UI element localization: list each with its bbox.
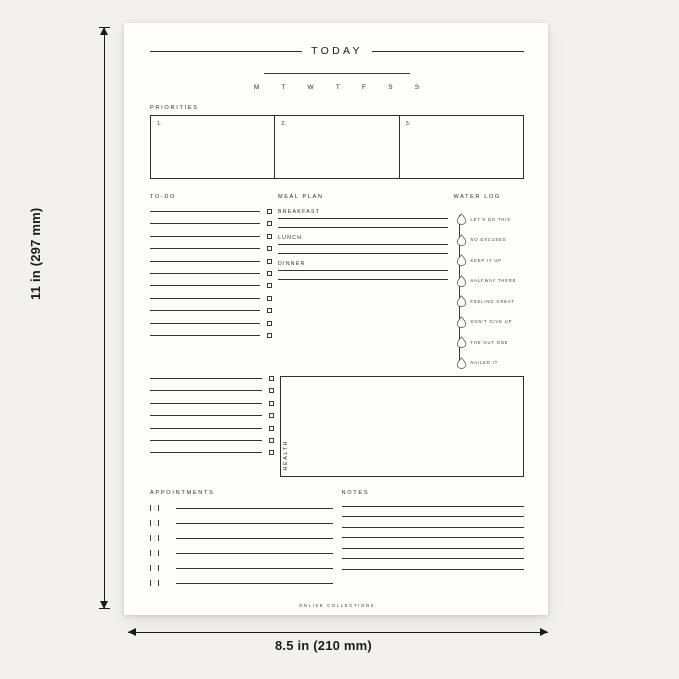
meal-label: BREAKFAST	[277, 209, 321, 215]
meal-write-line[interactable]	[278, 244, 448, 245]
todo-item[interactable]	[150, 296, 272, 301]
water-drop-icon[interactable]	[456, 234, 467, 246]
appointment-write-line[interactable]	[176, 538, 333, 539]
appointment-tick-right	[158, 580, 159, 586]
water-log-heading: WATER LOG	[453, 194, 501, 200]
water-log-caption: NO EXCUSES	[470, 237, 507, 243]
todo-item[interactable]	[150, 259, 272, 264]
meal-write-line[interactable]	[278, 253, 448, 254]
meal-write-line[interactable]	[278, 218, 448, 219]
weekday-tuesday[interactable]: T	[281, 84, 287, 91]
todo-item[interactable]	[150, 333, 272, 338]
meal-write-line[interactable]	[278, 279, 448, 280]
appointment-row[interactable]	[150, 550, 333, 556]
weekday-monday[interactable]: M	[253, 84, 261, 91]
height-cap-top	[99, 27, 110, 28]
water-drop-icon[interactable]	[456, 357, 467, 369]
todo-checkbox[interactable]	[269, 376, 274, 381]
todo-checkbox[interactable]	[267, 221, 272, 226]
appointment-row[interactable]	[150, 580, 333, 586]
middle-columns	[150, 194, 524, 373]
appointment-time-separator: :	[154, 580, 156, 586]
appointment-time-field[interactable]	[150, 535, 176, 541]
appointment-time-separator: :	[154, 565, 156, 571]
todo-write-line[interactable]	[150, 236, 260, 237]
todo-checkbox[interactable]	[267, 296, 272, 301]
water-log-caption: NAILED IT	[470, 360, 499, 366]
meal-write-line[interactable]	[278, 227, 448, 228]
notes-heading: NOTES	[341, 490, 370, 496]
planner-page	[124, 23, 548, 615]
todo-checkbox[interactable]	[267, 283, 272, 288]
appointment-time-field[interactable]	[150, 520, 176, 526]
todo-item[interactable]	[150, 234, 272, 239]
weekday-saturday[interactable]: S	[388, 84, 394, 91]
appointment-time-field[interactable]	[150, 550, 176, 556]
priorities-grid	[150, 116, 524, 179]
appointment-row[interactable]	[150, 565, 333, 571]
todo-write-line[interactable]	[150, 298, 260, 299]
todo-write-line[interactable]	[150, 323, 260, 324]
appointment-write-line[interactable]	[176, 523, 333, 524]
water-log-column	[454, 194, 525, 373]
appointment-tick-left	[150, 535, 151, 541]
todo-item[interactable]	[150, 209, 272, 214]
water-log-entry[interactable]	[456, 230, 525, 251]
todo-checkbox[interactable]	[267, 259, 272, 264]
height-dimension-arrow	[104, 27, 105, 609]
todo-checkbox[interactable]	[267, 234, 272, 239]
height-cap-bottom	[99, 608, 110, 609]
todo-checkbox[interactable]	[267, 271, 272, 276]
title-rule-left	[150, 51, 302, 52]
appointments-column	[150, 490, 333, 586]
todo-checkbox[interactable]	[267, 246, 272, 251]
todo-write-line[interactable]	[150, 440, 262, 441]
width-arrow-head-right	[540, 628, 548, 636]
todo-write-line[interactable]	[150, 310, 260, 311]
width-arrow-head-left	[128, 628, 136, 636]
todo-write-line[interactable]	[150, 248, 260, 249]
todo-column	[150, 194, 272, 373]
water-log-list	[454, 209, 525, 373]
meal-label: LUNCH	[277, 235, 303, 241]
todo-item[interactable]	[150, 401, 274, 406]
note-write-line[interactable]	[342, 506, 525, 507]
appointment-time-separator: :	[154, 535, 156, 541]
todo-heading: TO-DO	[150, 194, 176, 200]
note-write-line[interactable]	[342, 569, 525, 570]
water-drop-icon[interactable]	[456, 275, 467, 287]
meal-group	[278, 209, 448, 228]
appointment-time-separator: :	[154, 550, 156, 556]
todo-checkbox[interactable]	[267, 333, 272, 338]
appointment-time-field[interactable]	[150, 505, 176, 511]
todo-write-line[interactable]	[150, 428, 262, 429]
meal-group	[278, 235, 448, 254]
todo-checkbox[interactable]	[269, 426, 274, 431]
todo-item[interactable]	[150, 321, 272, 326]
todo-write-line[interactable]	[150, 403, 262, 404]
water-drop-icon[interactable]	[456, 254, 467, 266]
water-log-entry[interactable]	[456, 250, 525, 271]
planner-sheet	[150, 41, 524, 608]
title-rule-right	[372, 51, 524, 52]
note-write-line[interactable]	[342, 537, 525, 538]
appointment-tick-left	[150, 580, 151, 586]
todo-item[interactable]	[150, 450, 274, 455]
water-log-caption: THE GUT ONE	[470, 339, 509, 345]
appointment-time-field[interactable]	[150, 565, 176, 571]
appointment-row[interactable]	[150, 520, 333, 526]
height-arrow-head-top	[100, 27, 108, 35]
todo-checkbox[interactable]	[267, 308, 272, 313]
appointment-tick-left	[150, 520, 151, 526]
appointment-tick-right	[158, 550, 159, 556]
height-dimension-label: 11 in (297 mm)	[28, 207, 43, 300]
water-drop-icon[interactable]	[456, 213, 467, 225]
todo-item[interactable]	[150, 246, 272, 251]
water-log-caption: HALFWAY THERE	[470, 278, 517, 284]
note-write-line[interactable]	[342, 516, 525, 517]
priority-cell-3[interactable]: 3.	[400, 116, 524, 179]
width-dimension-arrow	[128, 632, 548, 633]
water-log-entry[interactable]	[456, 353, 525, 374]
priorities-heading: PRIORITIES	[150, 105, 199, 111]
todo-write-line[interactable]	[150, 415, 262, 416]
lower-row	[150, 376, 524, 477]
water-drop-icon[interactable]	[456, 316, 467, 328]
todo-checkbox[interactable]	[269, 450, 274, 455]
todo-checkbox[interactable]	[269, 438, 274, 443]
appointment-write-line[interactable]	[176, 583, 333, 584]
meal-plan-column	[278, 194, 448, 373]
note-write-line[interactable]	[342, 527, 525, 528]
appointment-write-line[interactable]	[176, 553, 333, 554]
todo-item[interactable]	[150, 221, 272, 226]
page-title: TODAY	[311, 45, 363, 57]
todo-write-line[interactable]	[150, 378, 262, 379]
appointment-row[interactable]	[150, 505, 333, 511]
meal-plan-groups	[278, 209, 448, 280]
todo-write-line[interactable]	[150, 452, 262, 453]
water-log-entry[interactable]	[456, 209, 525, 230]
priority-cell-2[interactable]: 2.	[275, 116, 399, 179]
appointment-tick-left	[150, 505, 151, 511]
water-log-entry[interactable]	[456, 312, 525, 333]
todo-item[interactable]	[150, 426, 274, 431]
water-log-caption: LET'S DO THIS	[470, 216, 511, 222]
todo-item[interactable]	[150, 413, 274, 418]
note-write-line[interactable]	[342, 558, 525, 559]
water-log-caption: KEEP IT UP	[470, 257, 502, 263]
todo-item[interactable]	[150, 376, 274, 381]
todo-checkbox[interactable]	[269, 413, 274, 418]
appointment-write-line[interactable]	[176, 568, 333, 569]
appointment-time-separator: :	[154, 520, 156, 526]
meal-write-line[interactable]	[278, 270, 448, 271]
todo-write-line[interactable]	[150, 273, 260, 274]
appointment-tick-right	[158, 505, 159, 511]
todo-write-line[interactable]	[150, 390, 262, 391]
todo-write-line[interactable]	[150, 211, 260, 212]
bottom-row	[150, 490, 524, 586]
water-drop-icon[interactable]	[456, 336, 467, 348]
meal-group	[278, 261, 448, 280]
appointment-time-separator: :	[154, 505, 156, 511]
appointment-tick-right	[158, 565, 159, 571]
todo-list-bottom	[150, 376, 274, 455]
appointment-tick-left	[150, 565, 151, 571]
meal-label: DINNER	[277, 261, 306, 267]
todo-item[interactable]	[150, 388, 274, 393]
todo-item[interactable]	[150, 438, 274, 443]
width-dimension-label: 8.5 in (210 mm)	[275, 638, 372, 653]
meal-plan-heading: MEAL PLAN	[277, 194, 324, 200]
appointment-row[interactable]	[150, 535, 333, 541]
page-title-row	[150, 45, 524, 57]
todo-item[interactable]	[150, 283, 272, 288]
todo-checkbox[interactable]	[269, 401, 274, 406]
appointment-time-field[interactable]	[150, 580, 176, 586]
appointments-heading: APPOINTMENTS	[150, 490, 215, 496]
water-log-entry[interactable]	[456, 271, 525, 292]
todo-checkbox[interactable]	[267, 321, 272, 326]
todo-write-line[interactable]	[150, 335, 260, 336]
appointment-tick-right	[158, 520, 159, 526]
todo-write-line[interactable]	[150, 223, 260, 224]
water-drop-icon[interactable]	[456, 295, 467, 307]
page-footer: ONLISE COLLECTIONS	[298, 603, 376, 608]
water-log-entry[interactable]	[456, 291, 525, 312]
water-log-caption: FEELING GREAT	[470, 298, 515, 304]
health-box[interactable]	[280, 376, 524, 477]
date-write-line[interactable]	[264, 73, 410, 74]
weekday-wednesday[interactable]: W	[307, 84, 315, 91]
todo-write-line[interactable]	[150, 261, 260, 262]
water-log-entry[interactable]	[456, 332, 525, 353]
todo-item[interactable]	[150, 308, 272, 313]
water-log-caption: DON'T GIVE UP	[470, 319, 513, 325]
weekday-sunday[interactable]: S	[414, 84, 421, 91]
weekday-friday[interactable]: F	[362, 84, 368, 91]
todo-write-line[interactable]	[150, 285, 260, 286]
health-heading: HEALTH	[282, 439, 289, 470]
todo-checkbox[interactable]	[269, 388, 274, 393]
priority-cell-1[interactable]: 1.	[150, 116, 275, 179]
appointment-tick-left	[150, 550, 151, 556]
weekday-selector[interactable]	[150, 84, 524, 91]
weekday-thursday[interactable]: T	[335, 84, 342, 91]
appointment-tick-right	[158, 535, 159, 541]
note-write-line[interactable]	[342, 548, 525, 549]
todo-list-top	[150, 209, 272, 338]
notes-column	[342, 490, 525, 586]
todo-item[interactable]	[150, 271, 272, 276]
appointment-write-line[interactable]	[176, 508, 333, 509]
todo-checkbox[interactable]	[267, 209, 272, 214]
todo-list-bottom-wrap	[150, 376, 274, 477]
